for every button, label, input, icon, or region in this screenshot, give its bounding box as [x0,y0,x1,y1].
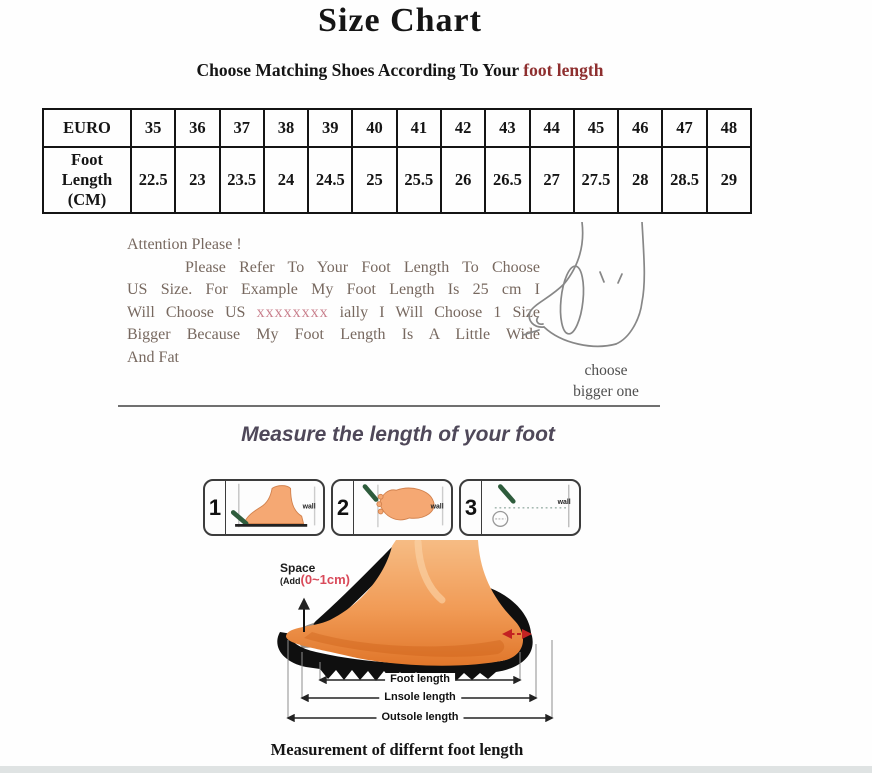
wall-label: wall [430,503,444,511]
step-number: 2 [333,481,354,534]
foot-length-cell: 25 [352,147,396,213]
page-subtitle [197,60,604,81]
wall-label: wall [302,503,316,511]
toe-dot [378,509,383,514]
attention-text: ially I Will Choose 1 Size [328,303,540,321]
foot-length-row [43,147,751,213]
measure-step-2 [331,479,453,536]
wall-label: wall [557,499,571,507]
foot-length-cell: 29 [707,147,751,213]
euro-header-cell: EURO [43,109,131,147]
foot-side-shape [244,486,303,524]
size-table [42,108,752,214]
attention-text: Will Choose US [127,303,257,321]
euro-size-cell: 48 [707,109,751,147]
section-divider [118,405,660,407]
measure-step-1 [203,479,325,536]
foot-length-cell: 23 [175,147,219,213]
euro-size-cell: 37 [220,109,264,147]
measure-step-3 [459,479,581,536]
foot-length-cell: 24.5 [308,147,352,213]
euro-size-cell: 38 [264,109,308,147]
euro-size-cell: 45 [574,109,618,147]
step-number: 3 [461,481,482,534]
measuring-tape-loop [558,265,587,335]
subtitle-text: Choose Matching Shoes According To Your [196,60,524,80]
pen-icon [365,487,376,500]
sketch-caption-line: choose [584,362,628,379]
attention-line [127,302,540,325]
euro-row [43,109,751,147]
sketch-pointer-dash [523,330,539,335]
measure-section-heading: Measure the length of your foot [241,423,555,446]
space-label-add: (Add [280,576,301,586]
sketch-caption [573,360,639,402]
attention-line: Bigger Because My Foot Length Is A Little Wide [127,326,540,343]
page-title: Size Chart [318,2,482,39]
attention-line: US Size. For Example My Foot Length Is 25 cm I [127,281,540,298]
foot-measurement-diagram [268,540,602,740]
scribbled-out-text: xxxxxxxx [256,303,329,321]
space-label-title: Space [280,561,316,575]
space-label-value: (0~1cm) [300,572,350,587]
sketch-ankle-mark [618,274,622,283]
footer-caption: Measurement of differnt foot length [270,740,524,759]
euro-size-cell: 41 [397,109,441,147]
sketch-leg-front-line [529,222,582,327]
euro-size-cell: 46 [618,109,662,147]
photo-bottom-edge [0,766,872,773]
foot-sketch-illustration [522,222,664,362]
euro-size-cell: 43 [485,109,529,147]
step-3-illustration [482,481,579,534]
foot-sole-shape [380,488,434,520]
euro-size-cell: 44 [530,109,574,147]
euro-size-cell: 39 [308,109,352,147]
sketch-ankle-mark [600,272,604,282]
euro-size-cell: 42 [441,109,485,147]
step-number: 1 [205,481,226,534]
pen-icon [233,512,246,523]
attention-heading: Attention Please ! [127,236,242,253]
sketch-toe-line [537,317,543,324]
insole-length-label: Lnsole length [379,691,461,703]
toe-dot [378,494,383,499]
foot-length-cell: 26 [441,147,485,213]
sketch-foot-bottom-line [544,327,616,346]
euro-size-cell: 40 [352,109,396,147]
foot-length-label: Foot length [385,673,455,685]
foot-length-cell: 27 [530,147,574,213]
foot-length-cell: 23.5 [220,147,264,213]
toe-dot [377,502,382,507]
foot-length-cell: 22.5 [131,147,175,213]
euro-size-cell: 36 [175,109,219,147]
pen-icon [500,487,513,502]
euro-size-cell: 47 [662,109,706,147]
foot-length-cell: 25.5 [397,147,441,213]
euro-size-cell: 35 [131,109,175,147]
foot-length-header-cell: Foot Length (CM) [43,147,131,213]
foot-length-cell: 28.5 [662,147,706,213]
step-2-illustration [354,481,451,534]
outsole-length-label: Outsole length [377,711,464,723]
sketch-leg-back-line [616,222,644,344]
measure-steps-row [203,479,581,536]
space-label [280,562,350,587]
attention-line: And Fat [127,348,179,366]
foot-length-cell: 24 [264,147,308,213]
attention-note [127,234,540,369]
foot-length-cell: 26.5 [485,147,529,213]
foot-length-cell: 28 [618,147,662,213]
subtitle-highlight: foot length [523,60,604,80]
foot-length-cell: 27.5 [574,147,618,213]
attention-line: Please Refer To Your Foot Length To Choose [185,258,540,276]
sketch-caption-line: bigger one [573,383,639,400]
step-1-illustration [226,481,323,534]
